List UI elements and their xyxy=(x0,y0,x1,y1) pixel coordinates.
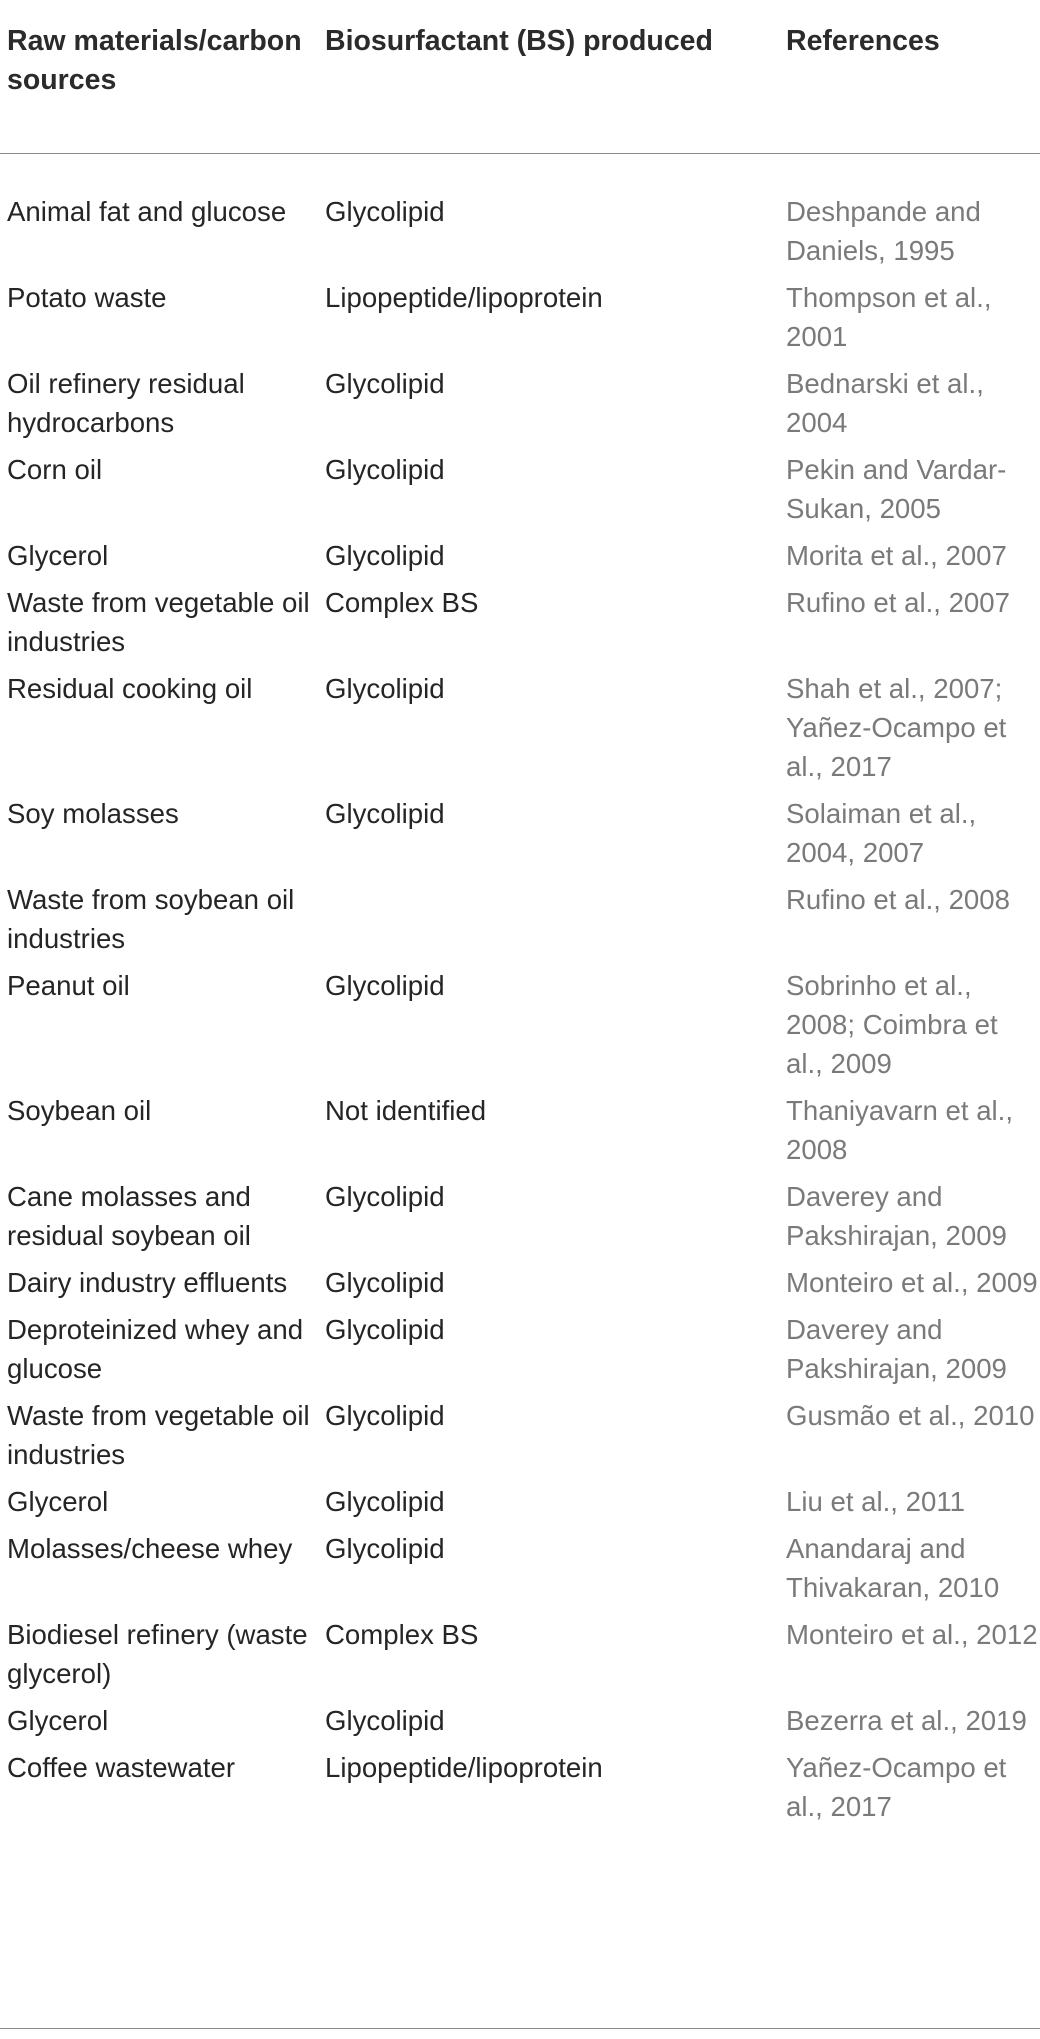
biosurfactant-cell xyxy=(325,880,786,958)
table-row xyxy=(0,364,1040,442)
table-row xyxy=(0,966,1040,1083)
reference-cell: Bednarski et al., 2004 xyxy=(786,368,984,438)
raw-material-cell: Deproteinized whey and glucose xyxy=(7,1314,304,1384)
table-bottom-rule xyxy=(0,2028,1040,2029)
reference-cell: Daverey and Pakshirajan, 2009 xyxy=(786,1314,1007,1384)
biosurfactant-cell: Glycolipid xyxy=(325,196,445,227)
biosurfactant-cell: Glycolipid xyxy=(325,1533,445,1564)
raw-material-cell: Molasses/cheese whey xyxy=(7,1533,293,1564)
table-row xyxy=(0,278,1040,356)
raw-material-cell: Glycerol xyxy=(7,1486,109,1517)
biosurfactant-cell: Glycolipid xyxy=(325,1705,445,1736)
raw-material-cell: Glycerol xyxy=(7,1705,109,1736)
table-row xyxy=(0,1396,1040,1474)
raw-material-cell: Soybean oil xyxy=(7,1095,152,1126)
raw-material-cell: Waste from vegetable oil industries xyxy=(7,1400,310,1470)
table-row xyxy=(0,1615,1040,1693)
biosurfactant-cell: Glycolipid xyxy=(325,454,445,485)
reference-cell: Rufino et al., 2007 xyxy=(786,587,1010,618)
biosurfactant-cell: Not identified xyxy=(325,1095,487,1126)
biosurfactant-cell: Glycolipid xyxy=(325,1181,445,1212)
table-row xyxy=(0,583,1040,661)
reference-cell: Sobrinho et al., 2008; Coimbra et al., 2009 xyxy=(786,970,998,1079)
table-row xyxy=(0,669,1040,786)
biosurfactant-cell: Complex BS xyxy=(325,587,479,618)
table-header xyxy=(0,22,1040,154)
reference-cell: Daverey and Pakshirajan, 2009 xyxy=(786,1181,1007,1251)
reference-cell: Pekin and Vardar-Sukan, 2005 xyxy=(786,454,1007,524)
reference-cell: Solaiman et al., 2004, 2007 xyxy=(786,798,977,868)
raw-material-cell: Animal fat and glucose xyxy=(7,196,287,227)
biosurfactant-cell: Glycolipid xyxy=(325,1314,445,1345)
table-body xyxy=(0,154,1040,1826)
reference-cell: Monteiro et al., 2009 xyxy=(786,1267,1038,1298)
reference-cell: Gusmão et al., 2010 xyxy=(786,1400,1035,1431)
raw-material-cell: Waste from vegetable oil industries xyxy=(7,587,310,657)
biosurfactant-cell: Glycolipid xyxy=(325,970,445,1001)
reference-cell: Deshpande and Daniels, 1995 xyxy=(786,196,981,266)
biosurfactant-cell: Lipopeptide/lipoprotein xyxy=(325,1752,603,1783)
header-biosurfactant: Biosurfactant (BS) produced xyxy=(325,25,713,57)
raw-material-cell: Waste from soybean oil industries xyxy=(7,884,295,954)
reference-cell: Morita et al., 2007 xyxy=(786,540,1007,571)
table-row xyxy=(0,1748,1040,1826)
table-row xyxy=(0,1482,1040,1521)
reference-cell: Anandaraj and Thivakaran, 2010 xyxy=(786,1533,1000,1603)
raw-material-cell: Cane molasses and residual soybean oil xyxy=(7,1181,251,1251)
raw-material-cell: Coffee wastewater xyxy=(7,1752,236,1783)
raw-material-cell: Potato waste xyxy=(7,282,167,313)
biosurfactant-cell: Glycolipid xyxy=(325,368,445,399)
biosurfactant-cell: Glycolipid xyxy=(325,540,445,571)
reference-cell: Shah et al., 2007; Yañez-Ocampo et al., 2017 xyxy=(786,673,1007,782)
biosurfactant-cell: Lipopeptide/lipoprotein xyxy=(325,282,603,313)
table-row xyxy=(0,1263,1040,1302)
reference-cell: Thompson et al., 2001 xyxy=(786,282,992,352)
table-row xyxy=(0,1310,1040,1388)
table-row xyxy=(0,880,1040,958)
table-row xyxy=(0,1701,1040,1740)
raw-material-cell: Oil refinery residual hydrocarbons xyxy=(7,368,245,438)
raw-material-cell: Biodiesel refinery (waste glycerol) xyxy=(7,1619,308,1689)
biosurfactant-cell: Glycolipid xyxy=(325,1486,445,1517)
biosurfactant-cell: Glycolipid xyxy=(325,1400,445,1431)
table-row xyxy=(0,1091,1040,1169)
header-raw-materials: Raw materials/carbon sources xyxy=(7,25,302,96)
table-row xyxy=(0,536,1040,575)
reference-cell: Liu et al., 2011 xyxy=(786,1486,965,1517)
biosurfactant-cell: Glycolipid xyxy=(325,798,445,829)
biosurfactant-cell: Glycolipid xyxy=(325,1267,445,1298)
raw-material-cell: Corn oil xyxy=(7,454,103,485)
table-row xyxy=(0,450,1040,528)
biosurfactant-cell: Complex BS xyxy=(325,1619,479,1650)
reference-cell: Monteiro et al., 2012 xyxy=(786,1619,1038,1650)
table-row xyxy=(0,192,1040,270)
biosurfactant-cell: Glycolipid xyxy=(325,673,445,704)
raw-material-cell: Peanut oil xyxy=(7,970,130,1001)
reference-cell: Bezerra et al., 2019 xyxy=(786,1705,1027,1736)
reference-cell: Thaniyavarn et al., 2008 xyxy=(786,1095,1014,1165)
raw-material-cell: Dairy industry effluents xyxy=(7,1267,288,1298)
raw-material-cell: Glycerol xyxy=(7,540,109,571)
raw-material-cell: Residual cooking oil xyxy=(7,673,253,704)
table-row xyxy=(0,1529,1040,1607)
table-row xyxy=(0,794,1040,872)
table-row xyxy=(0,1177,1040,1255)
raw-material-cell: Soy molasses xyxy=(7,798,179,829)
header-references: References xyxy=(786,25,940,57)
reference-cell: Yañez-Ocampo et al., 2017 xyxy=(786,1752,1007,1822)
reference-cell: Rufino et al., 2008 xyxy=(786,884,1010,915)
